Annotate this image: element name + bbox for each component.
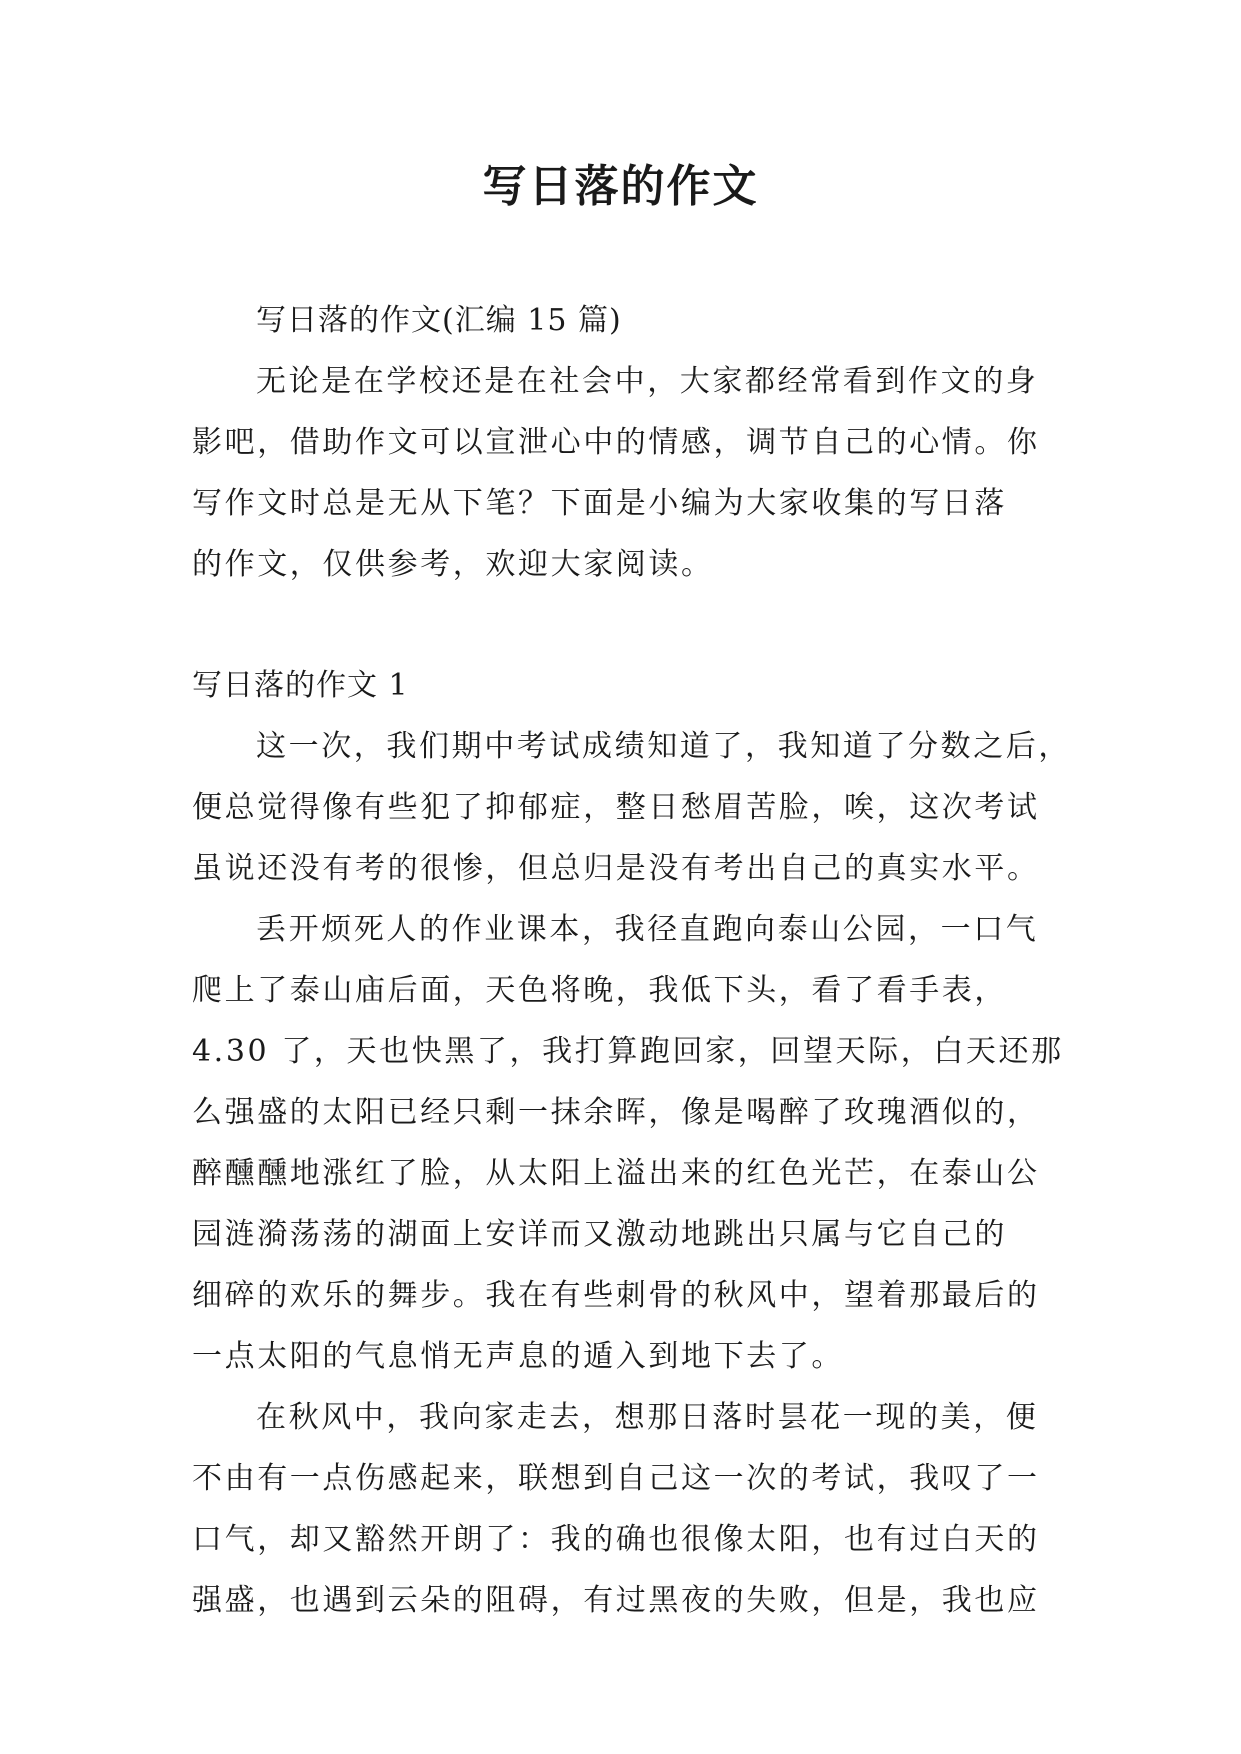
document-subtitle: 写日落的作文(汇编 15 篇) (256, 303, 622, 338)
section-spacer (192, 595, 1052, 655)
section-heading: 写日落的作文 1 (192, 668, 409, 703)
paragraph-line: 不由有一点伤感起来，联想到自己这一次的考试，我叹了一 (192, 1461, 1040, 1496)
paragraph-line: 便总觉得像有些犯了抑郁症，整日愁眉苦脸，唉，这次考试 (192, 790, 1040, 825)
paragraph-line: 影吧，借助作文可以宣泄心中的情感，调节自己的心情。你 (192, 425, 1040, 460)
paragraph-line: 丢开烦死人的作业课本，我径直跑向泰山公园，一口气 (256, 912, 1039, 947)
paragraph-line: 么强盛的太阳已经只剩一抹余晖，像是喝醉了玫瑰酒似的， (192, 1095, 1040, 1130)
paragraph-line: 在秋风中，我向家走去，想那日落时昙花一现的美，便 (256, 1400, 1039, 1435)
paragraph-line: 的作文，仅供参考，欢迎大家阅读。 (192, 547, 714, 582)
paragraph-line: 写作文时总是无从下笔？下面是小编为大家收集的写日落 (192, 486, 1007, 521)
paragraph-line: 强盛，也遇到云朵的阻碍，有过黑夜的失败，但是，我也应 (192, 1583, 1040, 1618)
paragraph-line: 爬上了泰山庙后面，天色将晚，我低下头，看了看手表， (192, 973, 1007, 1008)
paragraph-1 (192, 716, 1071, 899)
paragraph-line: 细碎的欢乐的舞步。我在有些刺骨的秋风中，望着那最后的 (192, 1278, 1040, 1313)
paragraph-line: 一点太阳的气息悄无声息的遁入到地下去了。 (192, 1339, 844, 1374)
intro-paragraph (192, 351, 1052, 595)
document-body (192, 290, 1071, 1631)
paragraph-line: 4.30 了，天也快黑了，我打算跑回家，回望天际，白天还那 (192, 1034, 1064, 1069)
paragraph-2 (192, 899, 1064, 1387)
paragraph-line: 醉醺醺地涨红了脸，从太阳上溢出来的红色光芒，在泰山公 (192, 1156, 1040, 1191)
paragraph-line: 无论是在学校还是在社会中，大家都经常看到作文的身 (256, 364, 1039, 399)
document-title: 写日落的作文 (482, 161, 759, 212)
paragraph-3 (192, 1387, 1052, 1631)
paragraph-line: 这一次，我们期中考试成绩知道了，我知道了分数之后， (256, 729, 1071, 764)
paragraph-line: 园涟漪荡荡的湖面上安详而又激动地跳出只属与它自己的 (192, 1217, 1007, 1252)
paragraph-line: 口气，却又豁然开朗了：我的确也很像太阳，也有过白天的 (192, 1522, 1040, 1557)
paragraph-line: 虽说还没有考的很惨，但总归是没有考出自己的真实水平。 (192, 851, 1040, 886)
